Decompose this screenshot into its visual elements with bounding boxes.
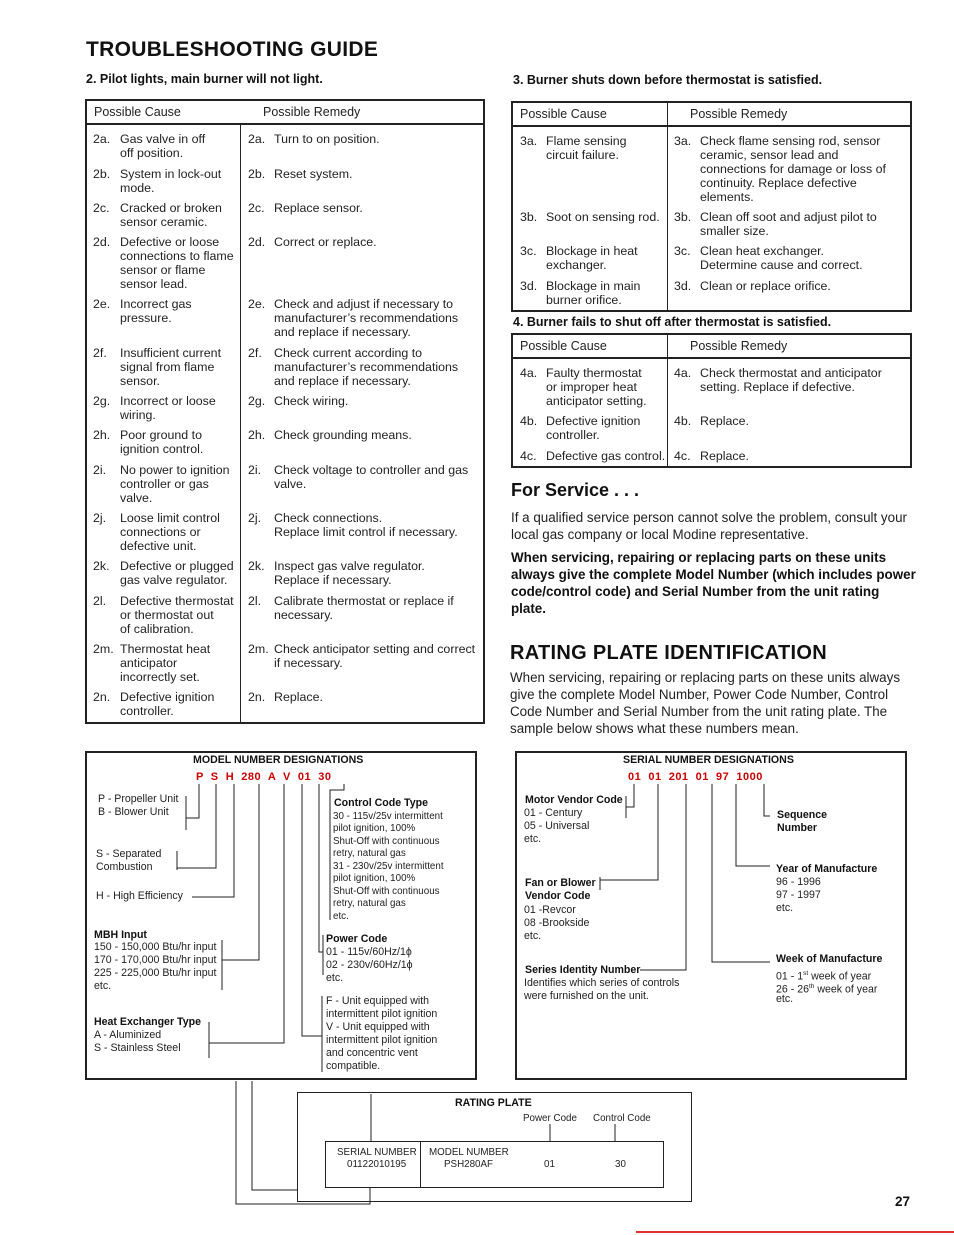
cause-number: 4c. (520, 449, 537, 463)
page-title: TROUBLESHOOTING GUIDE (86, 38, 379, 61)
rating-heading: RATING PLATE IDENTIFICATION (510, 642, 827, 664)
serial-code: 01 01 201 01 97 1000 (628, 771, 763, 783)
separated-values: S - Separated Combustion (96, 848, 162, 873)
cause-text: Loose limit control connections or defective unit. (120, 511, 220, 553)
remedy-number: 2f. (248, 346, 262, 360)
hx-label: Heat Exchanger Type (94, 1016, 201, 1028)
model-box-title: MODEL NUMBER DESIGNATIONS (193, 754, 364, 766)
week-etc: etc. (776, 993, 794, 1005)
remedy-number: 2m. (248, 642, 269, 656)
cause-text: Poor ground to ignition control. (120, 428, 204, 456)
mbh-values: 150 - 150,000 Btu/hr input 170 - 170,000 Btu/hr input 225 - 225,000 Btu/hr input etc. (94, 941, 217, 992)
cause-number: 2l. (93, 594, 107, 608)
page-number: 27 (895, 1194, 911, 1209)
cause-number: 3d. (520, 279, 538, 293)
cause-number: 4a. (520, 366, 538, 380)
motor-vendor-label: Motor Vendor Code (525, 794, 623, 806)
control-etc: etc. (333, 911, 349, 922)
remedy-number: 3d. (674, 279, 692, 293)
service-instruction: When servicing, repairing or replacing parts on these units always give the complete Model Number (which includes power code/control code) and Serial Number from the unit rating plate. (511, 550, 916, 616)
remedy-text: Correct or replace. (274, 235, 377, 249)
remedy-number: 2i. (248, 463, 262, 477)
cause-text: No power to ignition controller or gas valve. (120, 463, 230, 505)
power-code-header: Power Code (523, 1113, 577, 1124)
remedy-text: Check grounding means. (274, 428, 412, 442)
sequence-number-label: Sequence Number (777, 809, 828, 834)
model-number-value: PSH280AF (444, 1159, 494, 1170)
section3-heading: 3. Burner shuts down before thermostat is satisfied. (513, 73, 823, 87)
cause-text: Flame sensing circuit failure. (546, 134, 627, 162)
control-30-values: 30 - 115v/25v intermittent pilot ignition, 100% Shut-Off with continuous retry, natural gas (333, 811, 443, 859)
section2-heading: 2. Pilot lights, main burner will not light. (86, 72, 323, 86)
cause-number: 2d. (93, 235, 111, 249)
remedy-number: 3b. (674, 210, 692, 224)
remedy-number: 2l. (248, 594, 262, 608)
control-code-label: Control Code Type (334, 797, 428, 809)
remedy-text: Check current according to manufacturer’s recommendations and replace if necessary. (274, 346, 459, 388)
fan-vendor-label: Fan or Blower Vendor Code (525, 877, 596, 902)
remedy-number: 2a. (248, 132, 266, 146)
cause-text: Gas valve in off off position. (120, 132, 206, 160)
cause-number: 3a. (520, 134, 538, 148)
serial-box-title: SERIAL NUMBER DESIGNATIONS (623, 754, 794, 766)
cause-text: System in lock-out mode. (120, 167, 222, 195)
week-26-value: 26 - 26th week of year (776, 983, 878, 996)
remedy-text: Replace. (700, 414, 749, 428)
model-code: P S H 280 A V 01 30 (196, 771, 332, 783)
remedy-number: 4b. (674, 414, 692, 428)
remedy-text: Check wiring. (274, 394, 349, 408)
remedy-text: Check connections. Replace limit control if necessary. (274, 511, 458, 539)
serial-number-label: SERIAL NUMBER (337, 1147, 417, 1158)
remedy-text: Inspect gas valve regulator. Replace if necessary. (274, 559, 425, 587)
cause-text: Defective ignition controller. (120, 690, 215, 718)
control-31-values: 31 - 230v/25v intermittent pilot ignition, 100% Shut-Off with continuous retry, natural gas (333, 861, 444, 909)
power-code-value: 01 (544, 1159, 555, 1170)
remedy-column-header: Possible Remedy (690, 107, 788, 121)
cause-text: Thermostat heat anticipator incorrectly set. (120, 642, 211, 684)
remedy-number: 2j. (248, 511, 262, 525)
cause-number: 3c. (520, 244, 537, 258)
fan-vendor-values: 01 -Revcor 08 -Brookside etc. (524, 904, 590, 942)
cause-number: 3b. (520, 210, 538, 224)
footer-rule (636, 1231, 954, 1233)
remedy-text: Check anticipator setting and correct if necessary. (274, 642, 476, 670)
year-label: Year of Manufacture (776, 863, 878, 875)
cause-number: 2n. (93, 690, 111, 704)
mbh-label: MBH Input (94, 929, 147, 941)
remedy-number: 2d. (248, 235, 266, 249)
cause-number: 2e. (93, 297, 111, 311)
cause-number: 2g. (93, 394, 111, 408)
service-paragraph: If a qualified service person cannot solve the problem, consult your local gas company or local Modine representative. (511, 510, 907, 542)
remedy-text: Replace. (274, 690, 323, 704)
rating-paragraph: When servicing, repairing or replacing parts on these units always give the complete Model Number, Power Code Number, Control Code Number and Serial Number from the unit rating plate. The sample below shows what these numbers mean. (510, 670, 901, 736)
remedy-text: Check flame sensing rod, sensor ceramic, sensor lead and connections for damage or loss of continuity. Replace defective elements. (700, 134, 886, 204)
remedy-column-header: Possible Remedy (263, 105, 361, 119)
control-code-value: 30 (615, 1159, 626, 1170)
cause-text: Incorrect gas pressure. (120, 297, 192, 325)
cause-number: 2a. (93, 132, 111, 146)
remedy-number: 4a. (674, 366, 692, 380)
motor-vendor-values: 01 - Century 05 - Universal etc. (524, 807, 590, 845)
remedy-number: 2g. (248, 394, 266, 408)
cause-column-header: Possible Cause (94, 105, 181, 119)
remedy-number: 2c. (248, 201, 265, 215)
power-code-values: 01 - 115v/60Hz/1ϕ 02 - 230v/60Hz/1ϕ etc. (326, 946, 413, 984)
cause-text: Defective gas control. (546, 449, 666, 463)
serial-number-value: 01122010195 (347, 1159, 407, 1170)
remedy-text: Check thermostat and anticipator setting. Replace if defective. (700, 366, 882, 394)
cause-text: Defective or plugged gas valve regulator. (120, 559, 234, 587)
remedy-number: 2n. (248, 690, 266, 704)
remedy-text: Replace. (700, 449, 749, 463)
cause-number: 2f. (93, 346, 107, 360)
remedy-number: 4c. (674, 449, 691, 463)
series-identity-label: Series Identity Number (525, 964, 641, 976)
cause-number: 2i. (93, 463, 107, 477)
cause-column-header: Possible Cause (520, 339, 607, 353)
unit-type-values: P - Propeller Unit B - Blower Unit (98, 793, 179, 818)
cause-column-header: Possible Cause (520, 107, 607, 121)
remedy-text: Check and adjust if necessary to manufacturer’s recommendations and replace if necessary. (274, 297, 459, 339)
cause-text: Soot on sensing rod. (546, 210, 660, 224)
remedy-text: Clean off soot and adjust pilot to smaller size. (700, 210, 877, 238)
cause-text: Insufficient current signal from flame sensor. (120, 346, 222, 388)
remedy-number: 3c. (674, 244, 691, 258)
vent-values: F - Unit equipped with intermittent pilot ignition V - Unit equipped with intermittent pilot ignition and concentric vent compatible. (326, 995, 438, 1072)
cause-text: Defective ignition controller. (546, 414, 641, 442)
model-number-label: MODEL NUMBER (429, 1147, 509, 1158)
cause-text: Cracked or broken sensor ceramic. (120, 201, 222, 229)
hx-values: A - Aluminized S - Stainless Steel (94, 1029, 181, 1054)
remedy-number: 2h. (248, 428, 266, 442)
cause-text: Faulty thermostat or improper heat anticipator setting. (546, 366, 647, 408)
remedy-number: 2e. (248, 297, 266, 311)
section4-heading: 4. Burner fails to shut off after thermostat is satisfied. (513, 315, 832, 329)
remedy-text: Turn to on position. (274, 132, 380, 146)
power-code-label: Power Code (326, 933, 388, 945)
high-efficiency-value: H - High Efficiency (96, 890, 183, 902)
remedy-text: Calibrate thermostat or replace if necessary. (274, 594, 454, 622)
cause-text: Defective thermostat or thermostat out of calibration. (120, 594, 234, 636)
cause-number: 2m. (93, 642, 114, 656)
cause-number: 2b. (93, 167, 111, 181)
cause-number: 4b. (520, 414, 538, 428)
cause-text: Blockage in heat exchanger. (546, 244, 638, 272)
cause-text: Incorrect or loose wiring. (120, 394, 216, 422)
series-identity-values: Identifies which series of controls were furnished on the unit. (524, 977, 680, 1002)
remedy-column-header: Possible Remedy (690, 339, 788, 353)
remedy-number: 3a. (674, 134, 692, 148)
rating-plate-title: RATING PLATE (455, 1097, 532, 1109)
cause-text: Defective or loose connections to flame sensor or flame sensor lead. (120, 235, 234, 291)
remedy-text: Replace sensor. (274, 201, 363, 215)
week-label: Week of Manufacture (776, 953, 883, 965)
cause-text: Blockage in main burner orifice. (546, 279, 641, 307)
cause-number: 2h. (93, 428, 111, 442)
cause-number: 2c. (93, 201, 110, 215)
remedy-text: Reset system. (274, 167, 353, 181)
remedy-number: 2k. (248, 559, 265, 573)
control-code-header: Control Code (593, 1113, 651, 1124)
year-values: 96 - 1996 97 - 1997 etc. (776, 876, 821, 914)
week-1-value: 01 - 1st week of year (776, 970, 872, 983)
cause-number: 2k. (93, 559, 110, 573)
remedy-number: 2b. (248, 167, 266, 181)
remedy-text: Clean heat exchanger. Determine cause and correct. (700, 244, 863, 272)
remedy-text: Check voltage to controller and gas valve. (274, 463, 469, 491)
remedy-text: Clean or replace orifice. (700, 279, 831, 293)
service-heading: For Service . . . (511, 480, 640, 500)
cause-number: 2j. (93, 511, 107, 525)
